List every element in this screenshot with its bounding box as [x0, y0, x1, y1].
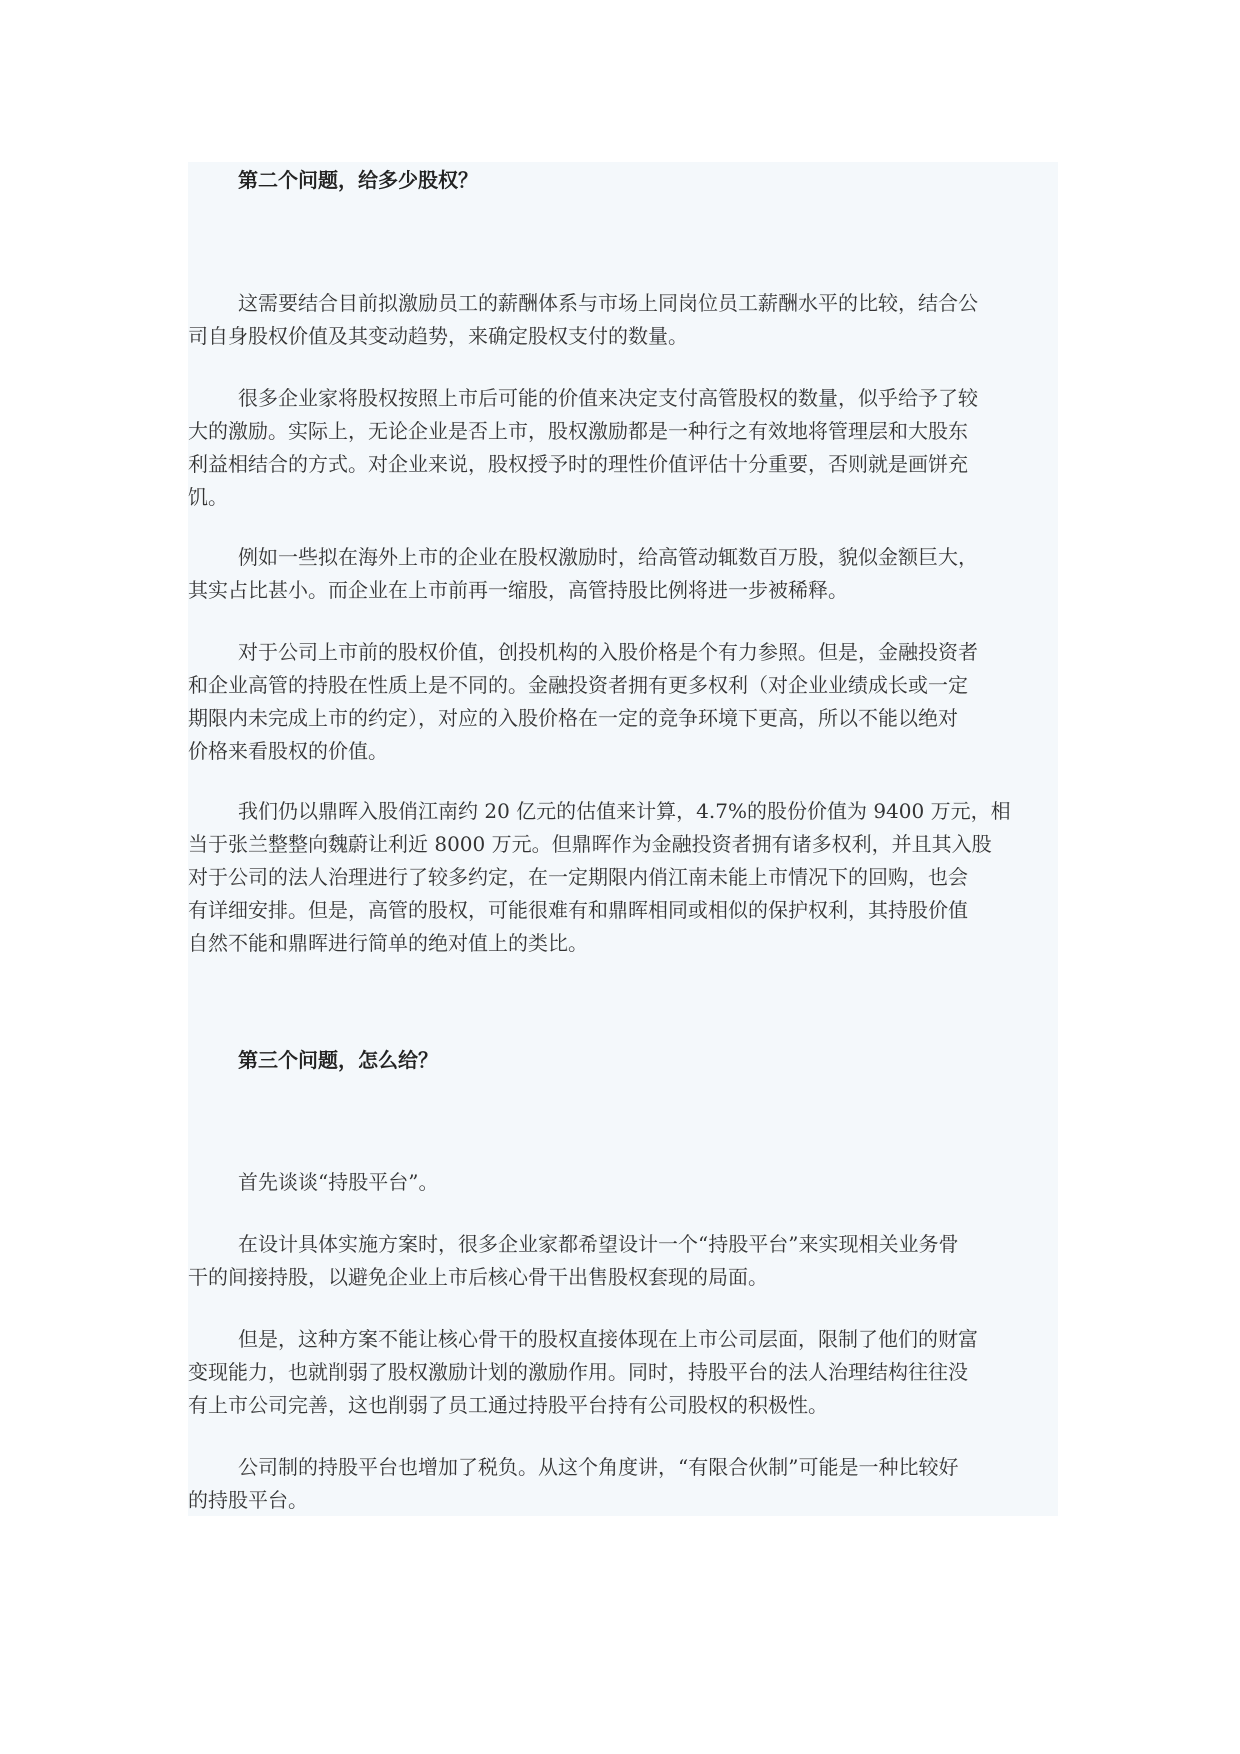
paragraph-line: 但是，这种方案不能让核心骨干的股权直接体现在上市公司层面，限制了他们的财富: [238, 1327, 978, 1351]
paragraph: [188, 287, 1058, 353]
paragraph-line: 我们仍以鼎晖入股俏江南约 20 亿元的估值来计算，4.7%的股份价值为 9400 万元，相: [238, 799, 1011, 823]
paragraph-line: 首先谈谈“持股平台”。: [238, 1170, 439, 1194]
paragraph-line: 公司制的持股平台也增加了税负。从这个角度讲，“有限合伙制”可能是一种比较好: [238, 1455, 959, 1479]
paragraph-line: 期限内未完成上市的约定），对应的入股价格在一定的竞争环境下更高，所以不能以绝对: [188, 706, 958, 730]
paragraph: [188, 541, 1058, 607]
section-heading: 第二个问题，给多少股权？: [238, 168, 478, 192]
paragraph-line: 有详细安排。但是，高管的股权，可能很难有和鼎晖相同或相似的保护权利，其持股价值: [188, 898, 968, 922]
paragraph-line: 例如一些拟在海外上市的企业在股权激励时，给高管动辄数百万股，貌似金额巨大，: [238, 545, 978, 569]
paragraph: [188, 795, 1058, 960]
paragraph-line: 变现能力，也就削弱了股权激励计划的激励作用。同时，持股平台的法人治理结构往往没: [188, 1360, 968, 1384]
paragraph-line: 当于张兰整整向魏蔚让利近 8000 万元。但鼎晖作为金融投资者拥有诸多权利，并且其入股: [188, 832, 992, 856]
paragraph: [188, 1228, 1058, 1294]
paragraph-line: 干的间接持股，以避免企业上市后核心骨干出售股权套现的局面。: [188, 1265, 768, 1289]
paragraph-line: 其实占比甚小。而企业在上市前再一缩股，高管持股比例将进一步被稀释。: [188, 578, 848, 602]
paragraph: [188, 1323, 1058, 1422]
paragraph: [188, 636, 1058, 768]
paragraph-line: 司自身股权价值及其变动趋势，来确定股权支付的数量。: [188, 324, 688, 348]
paragraph: [188, 1451, 1058, 1517]
paragraph-line: 饥。: [188, 485, 228, 509]
section-heading: 第三个问题，怎么给？: [238, 1048, 438, 1072]
paragraph-line: 很多企业家将股权按照上市后可能的价值来决定支付高管股权的数量，似乎给予了较: [238, 386, 978, 410]
paragraph-line: 和企业高管的持股在性质上是不同的。金融投资者拥有更多权利（对企业业绩成长或一定: [188, 673, 968, 697]
paragraph-line: 对于公司上市前的股权价值，创投机构的入股价格是个有力参照。但是，金融投资者: [238, 640, 978, 664]
paragraph: [188, 1166, 1058, 1199]
paragraph-line: 大的激励。实际上，无论企业是否上市，股权激励都是一种行之有效地将管理层和大股东: [188, 419, 968, 443]
paragraph-line: 利益相结合的方式。对企业来说，股权授予时的理性价值评估十分重要，否则就是画饼充: [188, 452, 968, 476]
paragraph-line: 价格来看股权的价值。: [188, 739, 388, 763]
paragraph: [188, 382, 1058, 514]
paragraph-line: 的持股平台。: [188, 1488, 308, 1512]
paragraph-line: 这需要结合目前拟激励员工的薪酬体系与市场上同岗位员工薪酬水平的比较，结合公: [238, 291, 978, 315]
paragraph-line: 对于公司的法人治理进行了较多约定，在一定期限内俏江南未能上市情况下的回购，也会: [188, 865, 968, 889]
paragraph-line: 在设计具体实施方案时，很多企业家都希望设计一个“持股平台”来实现相关业务骨: [238, 1232, 959, 1256]
paragraph-line: 有上市公司完善，这也削弱了员工通过持股平台持有公司股权的积极性。: [188, 1393, 828, 1417]
paragraph-line: 自然不能和鼎晖进行简单的绝对值上的类比。: [188, 931, 588, 955]
